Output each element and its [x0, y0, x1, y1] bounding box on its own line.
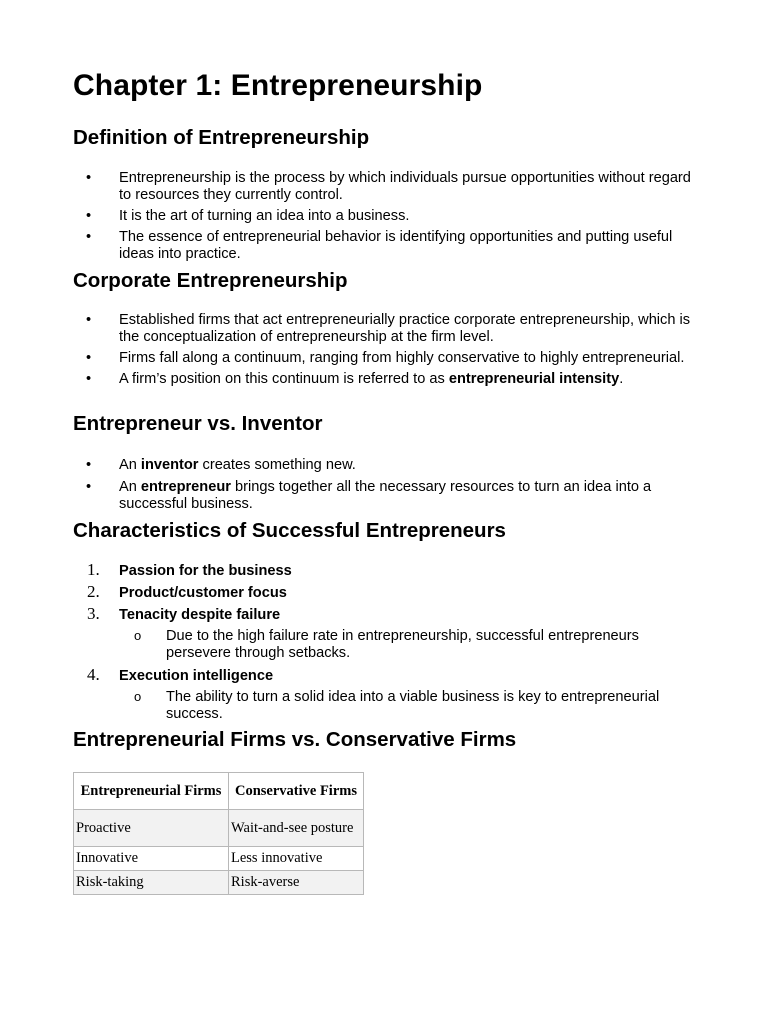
term-entrepreneur: entrepreneur: [140, 479, 231, 495]
section-heading-firms: Entrepreneurial Firms vs. Conservative Firms: [73, 728, 517, 751]
list-item: • The essence of entrepreneurial behavior is identifying opportunities and putting useful ideas into practice.: [86, 229, 673, 262]
corporate-list: [0, 312, 768, 388]
table-cell: Risk-averse: [229, 871, 364, 895]
table-header-row: [74, 773, 364, 810]
bullet-marker: •: [86, 371, 92, 387]
item-number: 1.: [87, 560, 100, 579]
circle-marker: o: [134, 689, 142, 704]
characteristics-list: [0, 560, 768, 723]
item-number: 2.: [87, 582, 100, 601]
term-entrepreneurial-intensity: entrepreneurial intensity: [448, 371, 620, 387]
bullet-marker: •: [86, 350, 92, 366]
table-cell: Wait-and-see posture: [229, 810, 364, 847]
list-item: • Established firms that act entrepreneurially practice corporate entrepreneurship, which is the conceptualization of entrepreneurship at the firm level.: [86, 312, 691, 345]
list-item: • It is the art of turning an idea into a business.: [86, 208, 410, 224]
column-header: Conservative Firms: [229, 773, 364, 810]
bullet-marker: •: [86, 479, 92, 495]
term-inventor: inventor: [140, 457, 199, 473]
firms-comparison-table: [73, 772, 364, 895]
section-heading-definition: Definition of Entrepreneurship: [73, 126, 370, 149]
inventor-list: [0, 457, 768, 513]
section-heading-characteristics: Characteristics of Successful Entrepreneurs: [73, 519, 506, 542]
sub-item: o The ability to turn a solid idea into a viable business is key to entrepreneurial success.: [134, 689, 660, 722]
list-item: • An inventor creates something new.: [86, 457, 356, 473]
definition-list: [0, 170, 768, 263]
table-cell: Less innovative: [229, 847, 364, 871]
table-row: [74, 810, 364, 847]
list-item: • An entrepreneur brings together all the necessary resources to turn an idea into a successful business.: [86, 479, 652, 512]
page-title: Chapter 1: Entrepreneurship: [73, 69, 483, 102]
table-cell: Risk-taking: [74, 871, 229, 895]
column-header: Entrepreneurial Firms: [74, 773, 229, 810]
list-item: • Entrepreneurship is the process by which individuals pursue opportunities without regard to resources they currently control.: [86, 170, 691, 203]
list-item: • Firms fall along a continuum, ranging from highly conservative to highly entrepreneurial.: [86, 350, 685, 366]
section-heading-corporate: Corporate Entrepreneurship: [73, 269, 348, 292]
numbered-item: 4. Execution intelligence: [87, 665, 274, 684]
sub-item: o Due to the high failure rate in entrepreneurship, successful entrepreneurs persevere through setbacks.: [134, 628, 639, 661]
numbered-item: 3. Tenacity despite failure: [87, 604, 281, 623]
bullet-marker: •: [86, 170, 92, 186]
item-number: 3.: [87, 604, 100, 623]
bullet-marker: •: [86, 457, 92, 473]
section-heading-inventor: Entrepreneur vs. Inventor: [73, 412, 323, 435]
bullet-marker: •: [86, 208, 92, 224]
bullet-marker: •: [86, 312, 92, 328]
table-row: [74, 847, 364, 871]
table-cell: Proactive: [74, 810, 229, 847]
table-cell: Innovative: [74, 847, 229, 871]
numbered-item: 1. Passion for the business: [87, 560, 292, 579]
table-row: [74, 871, 364, 895]
bullet-marker: •: [86, 229, 92, 245]
circle-marker: o: [134, 628, 142, 643]
numbered-item: 2. Product/customer focus: [87, 582, 287, 601]
item-number: 4.: [87, 665, 100, 684]
list-item: • A firm’s position on this continuum is referred to as entrepreneurial intensity.: [86, 371, 624, 387]
